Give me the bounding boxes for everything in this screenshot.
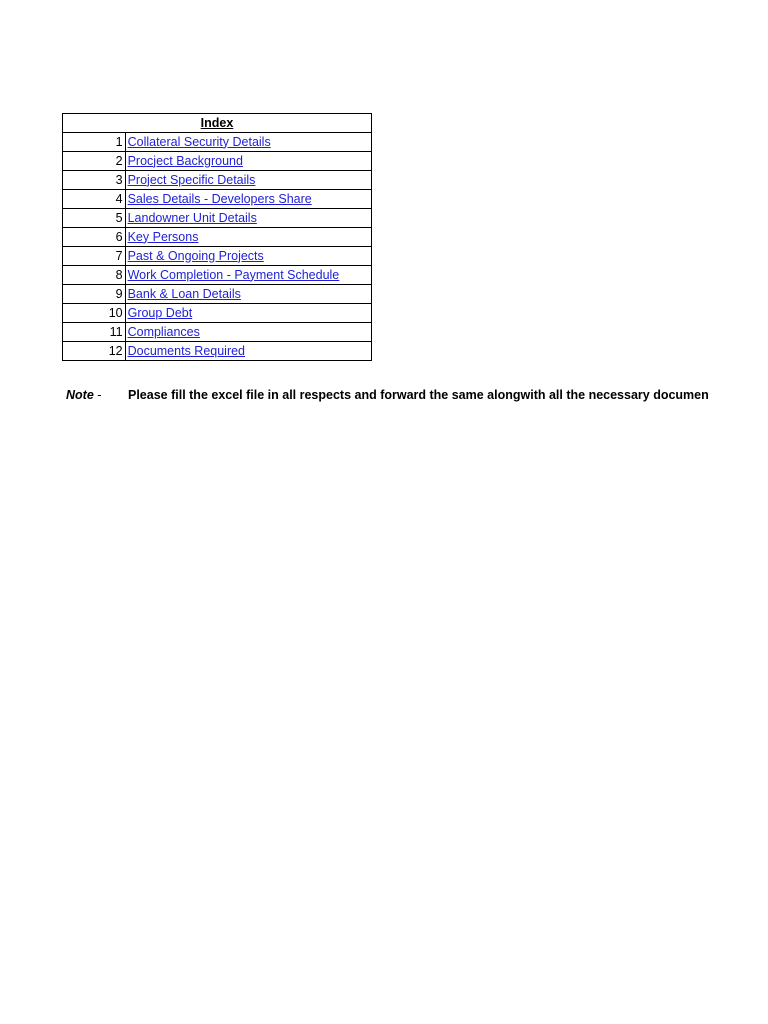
index-row-link-cell: [125, 266, 371, 285]
index-row: [63, 323, 372, 342]
index-row-number: 4: [63, 190, 126, 209]
index-row-link-cell: [125, 133, 371, 152]
index-row-link-cell: [125, 209, 371, 228]
index-link-sales-details[interactable]: Sales Details - Developers Share: [127, 191, 312, 206]
note-label: [66, 387, 101, 404]
index-row: [63, 228, 372, 247]
note-text: Please fill the excel file in all respects and forward the same alongwith all the necessary documen: [128, 388, 709, 402]
index-link-documents-required[interactable]: Documents Required: [127, 343, 246, 358]
index-header-row: [63, 114, 372, 133]
index-row-link-cell: [125, 190, 371, 209]
index-row-link-cell: [125, 342, 371, 361]
index-row-link-cell: [125, 285, 371, 304]
index-row: [63, 285, 372, 304]
index-row-number: 12: [63, 342, 126, 361]
index-row-link-cell: [125, 228, 371, 247]
index-row: [63, 304, 372, 323]
index-row-link-cell: [125, 304, 371, 323]
index-row: [63, 133, 372, 152]
index-row-link-cell: [125, 152, 371, 171]
index-link-past-ongoing-projects[interactable]: Past & Ongoing Projects: [127, 248, 264, 263]
index-row: [63, 266, 372, 285]
index-link-project-background[interactable]: Procject Background: [127, 153, 243, 168]
index-row-link-cell: [125, 323, 371, 342]
index-link-collateral-security-details[interactable]: Collateral Security Details: [127, 134, 271, 149]
index-row: [63, 190, 372, 209]
index-link-bank-loan-details[interactable]: Bank & Loan Details: [127, 286, 241, 301]
index-row: [63, 152, 372, 171]
index-row: [63, 247, 372, 266]
index-row: [63, 171, 372, 190]
index-row: [63, 209, 372, 228]
note-dash: -: [93, 388, 102, 402]
index-link-key-persons[interactable]: Key Persons: [127, 229, 199, 244]
index-table: [62, 113, 372, 361]
index-row-number: 3: [63, 171, 126, 190]
index-row-link-cell: [125, 247, 371, 266]
index-link-group-debt[interactable]: Group Debt: [127, 305, 193, 320]
index-row-number: 2: [63, 152, 126, 171]
index-row-number: 1: [63, 133, 126, 152]
index-link-landowner-unit-details[interactable]: Landowner Unit Details: [127, 210, 257, 225]
index-row-number: 8: [63, 266, 126, 285]
index-row-number: 11: [63, 323, 126, 342]
index-row-number: 6: [63, 228, 126, 247]
index-link-compliances[interactable]: Compliances: [127, 324, 200, 339]
note-line: [66, 387, 768, 405]
index-link-project-specific-details[interactable]: Project Specific Details: [127, 172, 256, 187]
index-link-work-completion-payment-schedule[interactable]: Work Completion - Payment Schedule: [127, 267, 340, 282]
index-row-link-cell: [125, 171, 371, 190]
index-title: Index: [63, 114, 372, 133]
index-row-number: 10: [63, 304, 126, 323]
index-row: [63, 342, 372, 361]
index-row-number: 7: [63, 247, 126, 266]
note-label-text: Note: [66, 388, 94, 402]
index-row-number: 9: [63, 285, 126, 304]
index-row-number: 5: [63, 209, 126, 228]
